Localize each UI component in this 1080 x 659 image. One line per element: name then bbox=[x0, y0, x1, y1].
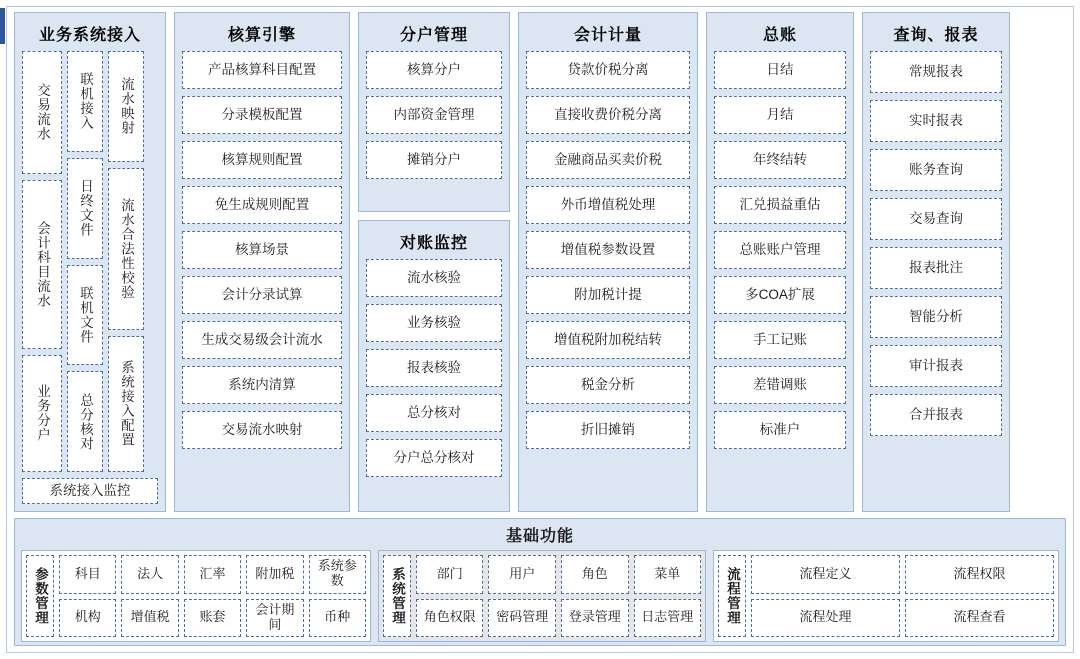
column-title: 总账 bbox=[762, 27, 797, 44]
column-title: 查询、报表 bbox=[893, 27, 979, 44]
item-entry-template-config[interactable]: 分录模板配置 bbox=[182, 96, 342, 134]
item-product-subject-config[interactable]: 产品核算科目配置 bbox=[182, 51, 342, 89]
parameter-management-grid bbox=[59, 555, 366, 637]
item-general-subsidiary-reconciliation[interactable]: 总分核对 bbox=[67, 371, 103, 472]
access-processing bbox=[108, 51, 144, 472]
item-accounting-scenario[interactable]: 核算场景 bbox=[182, 231, 342, 269]
item-vat[interactable]: 增值税 bbox=[121, 599, 178, 638]
grid-row bbox=[416, 599, 701, 638]
item-amortization-subaccount[interactable]: 摊销分户 bbox=[366, 141, 502, 179]
item-year-end-carryover[interactable]: 年终结转 bbox=[714, 141, 846, 179]
item-accounting-subaccount[interactable]: 核算分户 bbox=[366, 51, 502, 89]
item-ledger-account-management[interactable]: 总账账户管理 bbox=[714, 231, 846, 269]
item-financial-product-trading-tax[interactable]: 金融商品买卖价税 bbox=[526, 141, 690, 179]
group-process-management bbox=[713, 550, 1059, 642]
item-exchange-gain-loss-revaluation[interactable]: 汇兑损益重估 bbox=[714, 186, 846, 224]
item-tax-analysis[interactable]: 税金分析 bbox=[526, 366, 690, 404]
item-foreign-currency-vat[interactable]: 外币增值税处理 bbox=[526, 186, 690, 224]
item-role-permission[interactable]: 角色权限 bbox=[416, 599, 484, 638]
item-flow-legality-check[interactable]: 流水合法性校验 bbox=[108, 168, 144, 330]
grid-row bbox=[751, 599, 1054, 638]
item-flow-verification[interactable]: 流水核验 bbox=[366, 259, 502, 297]
grid-row bbox=[59, 555, 366, 594]
item-process-permission[interactable]: 流程权限 bbox=[905, 555, 1054, 594]
column-accounting-measurement bbox=[518, 12, 698, 512]
item-eod-file[interactable]: 日终文件 bbox=[67, 158, 103, 259]
item-direct-fee-price-tax-separation[interactable]: 直接收费价税分离 bbox=[526, 96, 690, 134]
item-login-management[interactable]: 登录管理 bbox=[561, 599, 629, 638]
column-subaccount-management bbox=[358, 12, 510, 212]
item-business-subaccount[interactable]: 业务分户 bbox=[22, 355, 62, 472]
item-internal-fund-management[interactable]: 内部资金管理 bbox=[366, 96, 502, 134]
item-manual-bookkeeping[interactable]: 手工记账 bbox=[714, 321, 846, 359]
item-transaction-query[interactable]: 交易查询 bbox=[870, 198, 1002, 240]
process-management-grid bbox=[751, 555, 1054, 637]
basic-functions-panel bbox=[14, 518, 1066, 646]
item-password-management[interactable]: 密码管理 bbox=[488, 599, 556, 638]
item-standard-account[interactable]: 标准户 bbox=[714, 411, 846, 449]
item-error-adjustment[interactable]: 差错调账 bbox=[714, 366, 846, 404]
item-generate-transaction-level-flow[interactable]: 生成交易级会计流水 bbox=[182, 321, 342, 359]
item-flow-mapping[interactable]: 流水映射 bbox=[108, 51, 144, 162]
column-title: 核算引擎 bbox=[227, 27, 296, 44]
item-user[interactable]: 用户 bbox=[488, 555, 556, 594]
item-exchange-rate[interactable]: 汇率 bbox=[184, 555, 241, 594]
accent-bar bbox=[0, 8, 5, 44]
item-system-parameter[interactable]: 系统参数 bbox=[309, 555, 366, 594]
item-institution[interactable]: 机构 bbox=[59, 599, 116, 638]
item-process-handling[interactable]: 流程处理 bbox=[751, 599, 900, 638]
item-depreciation-amortization[interactable]: 折旧摊销 bbox=[526, 411, 690, 449]
column-group-subaccount-reconciliation bbox=[358, 12, 510, 512]
item-process-view[interactable]: 流程查看 bbox=[905, 599, 1054, 638]
item-account-subject-flow[interactable]: 会计科目流水 bbox=[22, 180, 62, 349]
column-general-ledger bbox=[706, 12, 854, 512]
item-subject[interactable]: 科目 bbox=[59, 555, 116, 594]
item-account-set[interactable]: 账套 bbox=[184, 599, 241, 638]
item-menu[interactable]: 菜单 bbox=[634, 555, 702, 594]
grid-row bbox=[59, 599, 366, 638]
item-role[interactable]: 角色 bbox=[561, 555, 629, 594]
column-query-report bbox=[862, 12, 1010, 512]
item-surtax-accrual[interactable]: 附加税计提 bbox=[526, 276, 690, 314]
item-legal-entity[interactable]: 法人 bbox=[121, 555, 178, 594]
group-parameter-management bbox=[21, 550, 371, 642]
item-realtime-report[interactable]: 实时报表 bbox=[870, 100, 1002, 142]
item-vat-surtax-carryover[interactable]: 增值税附加税结转 bbox=[526, 321, 690, 359]
item-transaction-flow[interactable]: 交易流水 bbox=[22, 51, 62, 174]
item-entry-trial-calculation[interactable]: 会计分录试算 bbox=[182, 276, 342, 314]
group-label-parameter-management: 参数管理 bbox=[26, 555, 54, 637]
item-general-subsidiary-check[interactable]: 总分核对 bbox=[366, 394, 502, 432]
item-log-management[interactable]: 日志管理 bbox=[634, 599, 702, 638]
item-intra-system-settlement[interactable]: 系统内清算 bbox=[182, 366, 342, 404]
item-multi-coa-extension[interactable]: 多COA扩展 bbox=[714, 276, 846, 314]
item-intelligent-analysis[interactable]: 智能分析 bbox=[870, 296, 1002, 338]
item-report-annotation[interactable]: 报表批注 bbox=[870, 247, 1002, 289]
item-consolidated-report[interactable]: 合并报表 bbox=[870, 394, 1002, 436]
item-system-access-monitoring[interactable]: 系统接入监控 bbox=[22, 478, 158, 504]
group-label-system-management: 系统管理 bbox=[383, 555, 411, 637]
item-report-verification[interactable]: 报表核验 bbox=[366, 349, 502, 387]
module-columns bbox=[14, 12, 1066, 512]
item-currency[interactable]: 币种 bbox=[309, 599, 366, 638]
item-vat-parameter-setting[interactable]: 增值税参数设置 bbox=[526, 231, 690, 269]
group-label-process-management: 流程管理 bbox=[718, 555, 746, 637]
access-channels bbox=[67, 51, 103, 472]
item-account-query[interactable]: 账务查询 bbox=[870, 149, 1002, 191]
item-subaccount-general-check[interactable]: 分户总分核对 bbox=[366, 439, 502, 477]
column-title: 会计计量 bbox=[573, 27, 642, 44]
column-title: 分户管理 bbox=[399, 27, 468, 44]
column-title: 对账监控 bbox=[399, 235, 468, 252]
basic-functions-title: 基础功能 bbox=[505, 528, 574, 545]
item-loan-price-tax-separation[interactable]: 贷款价税分离 bbox=[526, 51, 690, 89]
system-management-grid bbox=[416, 555, 701, 637]
item-process-definition[interactable]: 流程定义 bbox=[751, 555, 900, 594]
item-business-verification[interactable]: 业务核验 bbox=[366, 304, 502, 342]
column-business-system-access bbox=[14, 12, 166, 512]
item-surtax[interactable]: 附加税 bbox=[246, 555, 303, 594]
item-monthly-settlement[interactable]: 月结 bbox=[714, 96, 846, 134]
item-regular-report[interactable]: 常规报表 bbox=[870, 51, 1002, 93]
item-transaction-flow-mapping[interactable]: 交易流水映射 bbox=[182, 411, 342, 449]
access-sources bbox=[22, 51, 62, 472]
item-accounting-period[interactable]: 会计期间 bbox=[246, 599, 303, 638]
item-audit-report[interactable]: 审计报表 bbox=[870, 345, 1002, 387]
item-exempt-rule-config[interactable]: 免生成规则配置 bbox=[182, 186, 342, 224]
basic-functions-groups bbox=[21, 550, 1059, 642]
column-title: 业务系统接入 bbox=[38, 27, 141, 44]
group-system-management bbox=[378, 550, 706, 642]
column-reconciliation-monitoring bbox=[358, 220, 510, 512]
column-body bbox=[22, 51, 158, 472]
item-daily-settlement[interactable]: 日结 bbox=[714, 51, 846, 89]
grid-row bbox=[751, 555, 1054, 594]
item-online-access[interactable]: 联机接入 bbox=[67, 51, 103, 152]
item-department[interactable]: 部门 bbox=[416, 555, 484, 594]
item-system-access-config[interactable]: 系统接入配置 bbox=[108, 336, 144, 472]
item-accounting-rule-config[interactable]: 核算规则配置 bbox=[182, 141, 342, 179]
grid-row bbox=[416, 555, 701, 594]
column-accounting-engine bbox=[174, 12, 350, 512]
item-online-file[interactable]: 联机文件 bbox=[67, 265, 103, 366]
